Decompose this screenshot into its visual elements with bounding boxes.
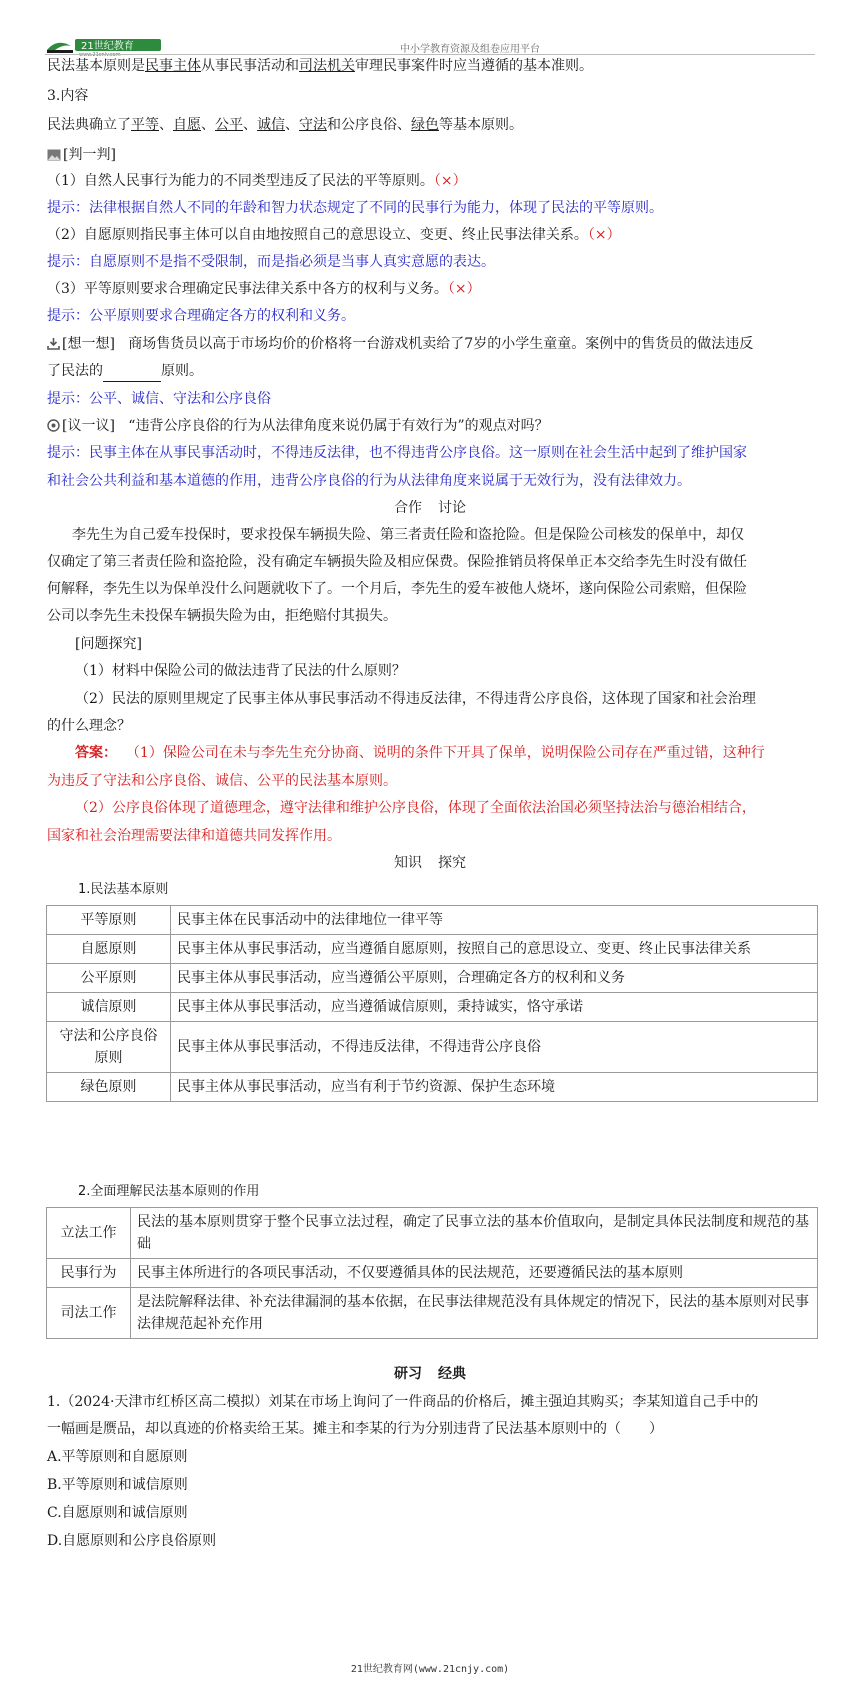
judge-h3 [47,305,820,327]
judge-h2 [47,251,820,273]
hint-text: 民事主体在从事民事活动时，不得违反法律，也不得违背公序良俗。这一原则在社会生活中起到了维护国家 [89,445,747,461]
option-b[interactable]: B.平等原则和诚信原则 [47,1477,188,1493]
think-question: 原则。 [161,363,203,379]
principle-label: 守法和公序良俗原则 [47,1022,171,1073]
section-heading-knowledge [0,852,860,872]
table-row [47,935,818,964]
separator: 、 [285,117,299,133]
hint-label: 提示： [47,391,89,407]
wrong-mark: （×） [447,281,481,297]
heading-text: 探究 [438,855,466,871]
question-text: （1）自然人民事行为能力的不同类型违反了民法的平等原则。 [47,173,434,189]
discuss-answer-2: 和社会公共利益和基本道德的作用，违背公序良俗的行为从法律角度来说属于无效行为，没有法律效力。 [47,473,691,489]
role-label: 民事行为 [47,1259,131,1288]
role-label: 司法工作 [47,1288,131,1339]
case-p1: 李先生为自己爱车投保时，要求投保车辆损失险、第三者责任险和盗抢险。但是保险公司核发的保单中，却仅 [72,527,744,543]
table1-title: 1.民法基本原则 [78,882,169,897]
principle-desc: 民事主体从事民事活动，应当遵循公平原则，合理确定各方的权利和义务 [171,964,818,993]
option-a[interactable]: A.平等原则和自愿原则 [47,1449,188,1465]
location-icon [47,419,60,432]
think-question: 了民法的 [47,363,103,379]
think-question: 商场售货员以高于市场均价的价格将一台游戏机卖给了7岁的小学生童童。案例中的售货员的做法违反 [128,336,754,352]
principle-voluntary: 自愿 [173,117,201,133]
answer-1-line1 [75,742,820,764]
wrong-mark: （×） [587,227,621,243]
discuss-question: “违背公序良俗的行为从法律角度来说仍属于有效行为”的观点对吗？ [128,418,549,434]
hint-label: 提示： [47,308,89,324]
heading-text: 合作 [394,500,422,516]
page-footer: 21世纪教育网(www.21cnjy.com) [350,1664,510,1675]
heading-text: 知识 [394,855,422,871]
principles-text: 和公序良俗、 [327,117,411,133]
hint-text: 公平、诚信、守法和公序良俗 [89,391,271,407]
intro-text: 民法基本原则是 [47,58,145,74]
table-row [47,1022,818,1073]
principle-equality: 平等 [131,117,159,133]
heading-text: 经典 [438,1366,466,1382]
section-heading-cooperation [0,497,860,517]
explore-q1: （1）材料中保险公司的做法违背了民法的什么原则？ [75,663,406,679]
hint-text: 自愿原则不是指不受限制，而是指必须是当事人真实意愿的表达。 [89,254,495,270]
download-icon [47,337,60,350]
table-row [47,993,818,1022]
hint-label: 提示： [47,200,89,216]
judge-h1 [47,197,820,219]
logo-graphic [45,36,163,56]
answer-2-line2: 国家和社会治理需要法律和道德共同发挥作用。 [47,828,341,844]
explore-title: [问题探究] [75,636,142,652]
image-icon [47,149,61,161]
principle-desc: 民事主体从事民事活动，应当遵循自愿原则，按照自己的意思设立、变更、终止民事法律关系 [171,935,818,964]
principle-label: 诚信原则 [47,993,171,1022]
question-text: （3）平等原则要求合理确定民事法律关系中各方的权利与义务。 [47,281,448,297]
heading-text: 讨论 [438,500,466,516]
principle-integrity: 诚信 [257,117,285,133]
table-row [47,1073,818,1102]
think-title: [想一想] [62,336,115,352]
discuss-line [47,415,820,437]
wrong-mark: （×） [433,173,467,189]
hint-text: 法律根据自然人不同的年龄和智力状态规定了不同的民事行为能力，体现了民法的平等原则。 [89,200,663,216]
principle-desc: 民事主体从事民事活动，应当有利于节约资源、保护生态环境 [171,1073,818,1102]
intro-term-judiciary: 司法机关 [299,58,355,74]
exercise-q-line1: 1.（2024·天津市红桥区高二模拟）刘某在市场上询问了一件商品的价格后，摊主强迫其购买；李某知道自己手中的 [47,1394,759,1410]
think-line2 [47,360,820,382]
principle-desc: 民事主体从事民事活动，不得违反法律，不得违背公序良俗 [171,1022,818,1073]
judge-heading [47,144,820,166]
roles-table [46,1207,818,1339]
table-row [47,1208,818,1259]
intro-term-subject: 民事主体 [145,58,201,74]
hint-text: 公平原则要求合理确定各方的权利和义务。 [89,308,355,324]
intro-text: 审理民事案件时应当遵循的基本准则。 [355,58,593,74]
think-hint [47,388,820,410]
role-desc: 民事主体所进行的各项民事活动，不仅要遵循具体的民法规范，还要遵循民法的基本原则 [131,1259,818,1288]
platform-name: 中小学教育资源及组卷应用平台 [400,44,540,55]
separator: 、 [243,117,257,133]
answer-2-line1: （2）公序良俗体现了道德理念，遵守法律和维护公序良俗，体现了全面依法治国必须坚持法治与德治相结合， [75,800,756,816]
explore-q2-line2: 的什么理念？ [47,718,131,734]
question-text: （2）自愿原则指民事主体可以自由地按照自己的意思设立、变更、终止民事法律关系。 [47,227,588,243]
intro-text: 从事民事活动和 [201,58,299,74]
principle-label: 平等原则 [47,906,171,935]
hint-label: 提示： [47,445,89,461]
explore-q2-line1: （2）民法的原则里规定了民事主体从事民事活动不得违反法律，不得违背公序良俗，这体现了国家和社会治理 [75,691,756,707]
judge-q1 [47,170,820,192]
principle-law: 守法 [299,117,327,133]
intro-line [47,55,820,77]
table-row [47,1288,818,1339]
principles-table [46,905,818,1102]
table-row [47,906,818,935]
table2-title: 2.全面理解民法基本原则的作用 [78,1184,260,1199]
judge-q2 [47,224,820,246]
hint-label: 提示： [47,254,89,270]
answer-text: （1）保险公司在未与李先生充分协商、说明的条件下开具了保单，说明保险公司存在严重过错，这种行 [125,745,765,761]
principles-text: 等基本原则。 [439,117,523,133]
logo-sub: www.21cnjy.com [79,52,121,56]
principles-line [47,114,820,136]
exercise-q-line2: 一幅画是赝品，却以真迹的价格卖给王某。摊主和李某的行为分别违背了民法基本原则中的（ ） [47,1421,663,1437]
case-p4: 公司以李先生未投保车辆损失险为由，拒绝赔付其损失。 [47,608,397,624]
case-p2: 仅确定了第三者责任险和盗抢险，没有确定车辆损失险及相应保费。保险推销员将保单正本交给李先生时没有做任 [47,554,747,570]
logo-text: 21世纪教育 [81,41,134,52]
answer-label: 答案： [75,745,117,761]
principle-label: 公平原则 [47,964,171,993]
principle-fairness: 公平 [215,117,243,133]
discuss-title: [议一议] [62,418,115,434]
table-row [47,964,818,993]
answer-blank [103,367,161,382]
option-c[interactable]: C.自愿原则和诚信原则 [47,1505,188,1521]
role-label: 立法工作 [47,1208,131,1259]
section-heading-study [0,1363,860,1383]
site-logo [45,36,163,56]
discuss-answer-1 [47,442,820,464]
principle-desc: 民事主体从事民事活动，应当遵循诚信原则，秉持诚实，恪守承诺 [171,993,818,1022]
table-row [47,1259,818,1288]
principle-green: 绿色 [411,117,439,133]
role-desc: 民法的基本原则贯穿于整个民事立法过程，确定了民事立法的基本价值取向，是制定具体民法制度和规范的基础 [131,1208,818,1259]
principle-label: 自愿原则 [47,935,171,964]
think-line1 [47,333,820,355]
judge-q3 [47,278,820,300]
answer-1-line2: 为违反了守法和公序良俗、诚信、公平的民法基本原则。 [47,773,397,789]
principle-desc: 民事主体在民事活动中的法律地位一律平等 [171,906,818,935]
judge-title: [判一判] [63,147,116,163]
section-title-content: 3.内容 [47,88,89,104]
principle-label: 绿色原则 [47,1073,171,1102]
separator: 、 [201,117,215,133]
principles-text: 民法典确立了 [47,117,131,133]
option-d[interactable]: D.自愿原则和公序良俗原则 [47,1533,217,1549]
heading-text: 研习 [394,1366,422,1382]
separator: 、 [159,117,173,133]
case-p3: 何解释，李先生以为保单没什么问题就收下了。一个月后，李先生的爱车被他人烧坏，遂向保险公司索赔，但保险 [47,581,747,597]
role-desc: 是法院解释法律、补充法律漏洞的基本依据，在民事法律规范没有具体规定的情况下，民法的基本原则对民事法律规范起补充作用 [131,1288,818,1339]
